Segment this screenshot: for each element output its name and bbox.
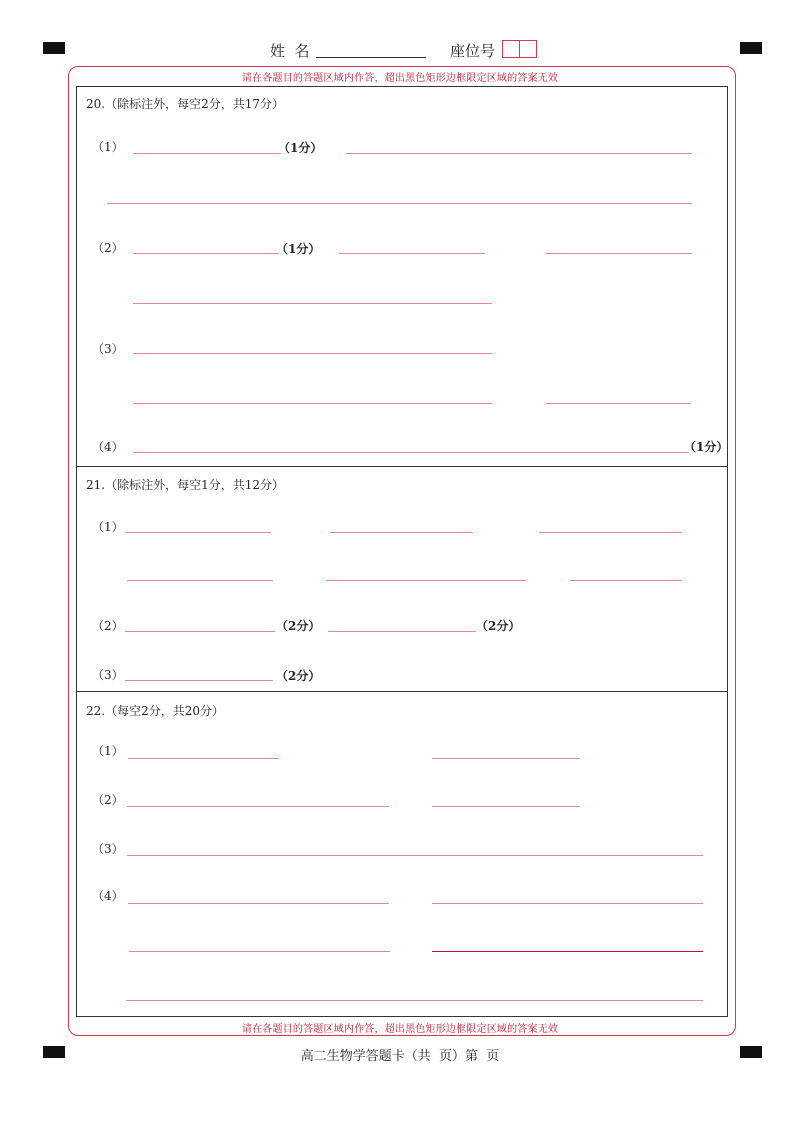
- registration-mark-top-right: [740, 42, 762, 54]
- seat-box-1[interactable]: [502, 40, 520, 58]
- q22-part4-blank-4[interactable]: [432, 951, 703, 952]
- q21-part3-label: （3）: [92, 668, 124, 682]
- q21-part3-score: （2分）: [276, 669, 321, 683]
- q21-part2-score-a: （2分）: [276, 619, 321, 633]
- warning-bottom: 请在各题目的答题区域内作答，超出黑色矩形边框限定区域的答案无效: [241, 1024, 559, 1035]
- page-footer: 高二生物学答题卡（共 页）第 页: [300, 1049, 500, 1064]
- q20-part4-blank-1[interactable]: [133, 452, 689, 453]
- q22-part2-label: （2）: [92, 793, 124, 807]
- question-21-box: [76, 466, 728, 692]
- q22-part2-blank-1[interactable]: [127, 806, 389, 807]
- warning-top: 请在各题目的答题区域内作答，超出黑色矩形边框限定区域的答案无效: [241, 73, 559, 84]
- q22-part1-blank-2[interactable]: [432, 758, 580, 759]
- q21-part1-blank-1[interactable]: [125, 532, 271, 533]
- q21-part1-blank-2[interactable]: [330, 532, 473, 533]
- q21-part1-blank-6[interactable]: [570, 580, 682, 581]
- question-22-box: [76, 691, 728, 1017]
- q20-part1-score: （1分）: [278, 141, 323, 155]
- q20-part1-label: （1）: [92, 140, 124, 154]
- q21-part2-label: （2）: [92, 619, 124, 633]
- seat-box-2[interactable]: [519, 40, 537, 58]
- question-20-title: 20.（除标注外，每空2分，共17分）: [86, 97, 284, 111]
- q20-part1-blank-3[interactable]: [107, 203, 692, 204]
- q20-part2-label: （2）: [92, 241, 124, 255]
- q21-part2-blank-2[interactable]: [328, 631, 476, 632]
- q20-part3-blank-1[interactable]: [133, 353, 492, 354]
- q21-part2-blank-1[interactable]: [125, 631, 275, 632]
- q21-part1-label: （1）: [92, 520, 124, 534]
- q22-part4-blank-2[interactable]: [432, 903, 703, 904]
- q21-part2-score-b: （2分）: [476, 619, 521, 633]
- name-label: 姓 名: [270, 42, 310, 60]
- q22-part4-blank-3[interactable]: [129, 951, 390, 952]
- q22-part1-label: （1）: [92, 744, 124, 758]
- question-20-box: [76, 86, 728, 467]
- name-field[interactable]: [316, 57, 426, 58]
- q20-part2-blank-1[interactable]: [133, 253, 279, 254]
- q21-part1-blank-5[interactable]: [326, 580, 526, 581]
- seat-label: 座位号: [450, 42, 496, 60]
- q20-part2-blank-4[interactable]: [133, 303, 492, 304]
- q20-part1-blank-1[interactable]: [133, 153, 281, 154]
- q20-part2-score: （1分）: [276, 242, 321, 256]
- q22-part3-blank-1[interactable]: [127, 855, 703, 856]
- q20-part2-blank-3[interactable]: [546, 253, 692, 254]
- q20-part3-label: （3）: [92, 342, 124, 356]
- registration-mark-top-left: [43, 42, 65, 54]
- q22-part2-blank-2[interactable]: [432, 806, 580, 807]
- q21-part1-blank-3[interactable]: [539, 532, 682, 533]
- q20-part4-score: （1分）: [684, 440, 729, 454]
- q20-part1-blank-2[interactable]: [346, 153, 692, 154]
- q22-part3-label: （3）: [92, 842, 124, 856]
- q22-part4-blank-1[interactable]: [128, 903, 389, 904]
- question-21-title: 21.（除标注外，每空1分，共12分）: [86, 478, 284, 492]
- q21-part3-blank-1[interactable]: [125, 680, 273, 681]
- q20-part3-blank-3[interactable]: [546, 403, 691, 404]
- q21-part1-blank-4[interactable]: [127, 580, 273, 581]
- q22-part1-blank-1[interactable]: [128, 758, 279, 759]
- q20-part2-blank-2[interactable]: [339, 253, 485, 254]
- q22-part4-label: （4）: [92, 889, 124, 903]
- q20-part4-label: （4）: [92, 440, 124, 454]
- q22-part4-blank-5[interactable]: [126, 1000, 703, 1001]
- question-22-title: 22.（每空2分，共20分）: [86, 704, 224, 718]
- q20-part3-blank-2[interactable]: [133, 403, 492, 404]
